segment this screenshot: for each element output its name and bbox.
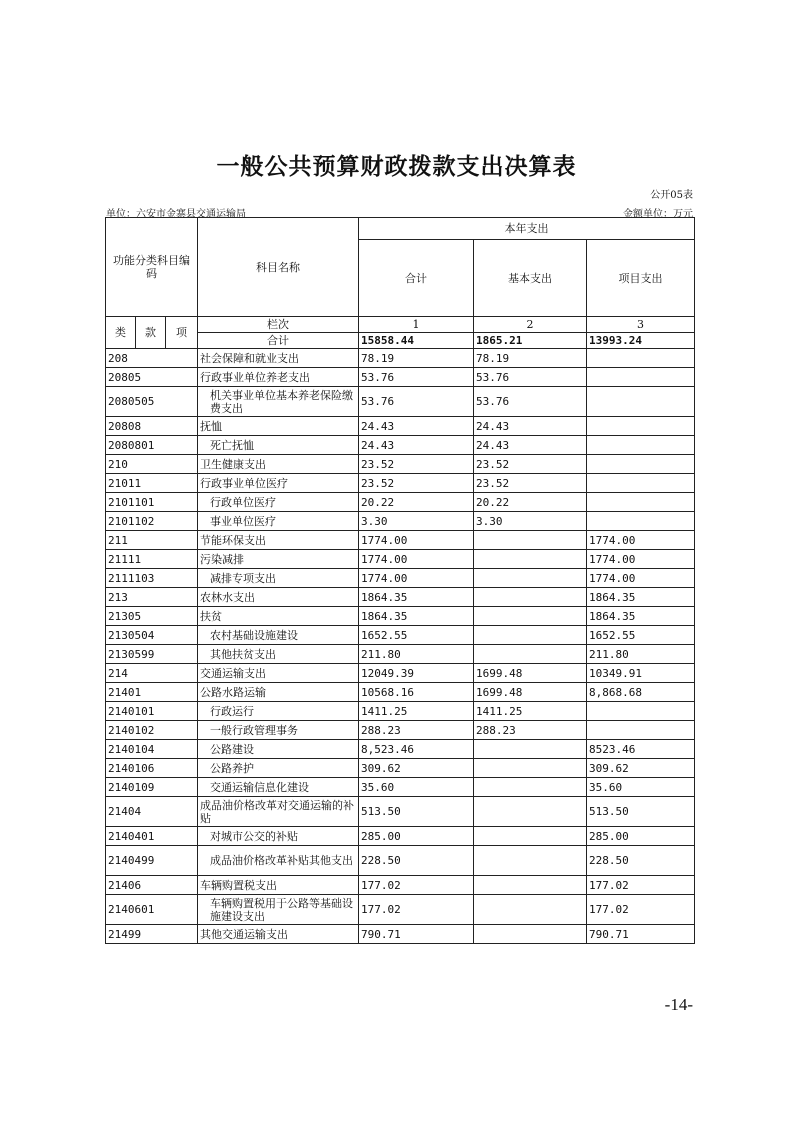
table-row <box>106 664 695 683</box>
table-row <box>106 702 695 721</box>
row-project <box>587 368 695 387</box>
row-project: 211.80 <box>587 645 695 664</box>
table-row <box>106 645 695 664</box>
row-project: 285.00 <box>587 827 695 846</box>
table-row <box>106 778 695 797</box>
row-basic <box>474 797 587 827</box>
row-code: 20805 <box>106 368 198 387</box>
row-code: 21011 <box>106 474 198 493</box>
row-basic <box>474 827 587 846</box>
table-row <box>106 846 695 876</box>
row-total: 309.62 <box>359 759 474 778</box>
row-project <box>587 493 695 512</box>
row-total: 10568.16 <box>359 683 474 702</box>
page-number: -14- <box>664 995 693 1014</box>
row-name: 其他交通运输支出 <box>198 925 359 944</box>
row-total: 23.52 <box>359 455 474 474</box>
row-total: 285.00 <box>359 827 474 846</box>
row-code: 208 <box>106 349 198 368</box>
row-basic <box>474 895 587 925</box>
row-code: 2140102 <box>106 721 198 740</box>
row-total: 78.19 <box>359 349 474 368</box>
row-code: 2140601 <box>106 895 198 925</box>
row-total: 35.60 <box>359 778 474 797</box>
item-header: 款 <box>136 317 166 349</box>
row-total: 20.22 <box>359 493 474 512</box>
row-total: 790.71 <box>359 925 474 944</box>
row-name: 抚恤 <box>198 417 359 436</box>
row-code: 21401 <box>106 683 198 702</box>
row-name: 对城市公交的补贴 <box>198 827 359 846</box>
row-basic <box>474 607 587 626</box>
table-row <box>106 683 695 702</box>
row-code: 21305 <box>106 607 198 626</box>
row-code: 214 <box>106 664 198 683</box>
row-basic: 24.43 <box>474 436 587 455</box>
table-row <box>106 368 695 387</box>
row-basic <box>474 876 587 895</box>
total-header: 合计 <box>359 240 474 317</box>
row-basic <box>474 925 587 944</box>
row-total: 1411.25 <box>359 702 474 721</box>
row-total: 8,523.46 <box>359 740 474 759</box>
row-basic: 1411.25 <box>474 702 587 721</box>
table-row <box>106 455 695 474</box>
row-name: 扶贫 <box>198 607 359 626</box>
row-code: 21406 <box>106 876 198 895</box>
row-project <box>587 387 695 417</box>
row-total: 3.30 <box>359 512 474 531</box>
row-name: 成品油价格改革补贴其他支出 <box>198 846 359 876</box>
table-row <box>106 607 695 626</box>
row-project: 228.50 <box>587 846 695 876</box>
row-project: 1774.00 <box>587 531 695 550</box>
row-name: 减排专项支出 <box>198 569 359 588</box>
row-name: 行政运行 <box>198 702 359 721</box>
row-project: 1864.35 <box>587 588 695 607</box>
row-project: 8,868.68 <box>587 683 695 702</box>
row-code: 20808 <box>106 417 198 436</box>
row-name: 农林水支出 <box>198 588 359 607</box>
project-header: 项目支出 <box>587 240 695 317</box>
table-row <box>106 531 695 550</box>
totals-basic: 1865.21 <box>474 333 587 349</box>
row-basic <box>474 626 587 645</box>
row-name: 事业单位医疗 <box>198 512 359 531</box>
row-total: 211.80 <box>359 645 474 664</box>
table-row <box>106 417 695 436</box>
row-code: 211 <box>106 531 198 550</box>
sub-header: 项 <box>166 317 198 349</box>
row-total: 1774.00 <box>359 569 474 588</box>
row-total: 53.76 <box>359 387 474 417</box>
totals-total: 15858.44 <box>359 333 474 349</box>
row-project: 1652.55 <box>587 626 695 645</box>
row-basic: 1699.48 <box>474 683 587 702</box>
row-code: 2140499 <box>106 846 198 876</box>
row-total: 1774.00 <box>359 531 474 550</box>
row-basic <box>474 778 587 797</box>
row-name: 节能环保支出 <box>198 531 359 550</box>
expenditure-table <box>105 217 695 944</box>
row-total: 177.02 <box>359 876 474 895</box>
row-project: 1864.35 <box>587 607 695 626</box>
money-unit-label: 金额单位：万元 <box>623 209 693 220</box>
row-name: 一般行政管理事务 <box>198 721 359 740</box>
row-basic: 1699.48 <box>474 664 587 683</box>
row-basic: 23.52 <box>474 455 587 474</box>
row-name: 污染减排 <box>198 550 359 569</box>
row-code: 2140104 <box>106 740 198 759</box>
totals-project: 13993.24 <box>587 333 695 349</box>
row-basic <box>474 569 587 588</box>
row-basic: 23.52 <box>474 474 587 493</box>
totals-label: 合计 <box>198 333 359 349</box>
row-basic <box>474 588 587 607</box>
row-name: 其他扶贫支出 <box>198 645 359 664</box>
row-code: 210 <box>106 455 198 474</box>
col-label: 栏次 <box>198 317 359 333</box>
row-total: 1864.35 <box>359 588 474 607</box>
row-name: 公路养护 <box>198 759 359 778</box>
row-code: 213 <box>106 588 198 607</box>
table-row <box>106 493 695 512</box>
table-row <box>106 797 695 827</box>
table-row <box>106 740 695 759</box>
row-code: 2111103 <box>106 569 198 588</box>
row-code: 2080505 <box>106 387 198 417</box>
row-name: 行政事业单位医疗 <box>198 474 359 493</box>
row-code: 2140109 <box>106 778 198 797</box>
row-project: 1774.00 <box>587 569 695 588</box>
row-code: 2101102 <box>106 512 198 531</box>
row-basic: 24.43 <box>474 417 587 436</box>
row-total: 228.50 <box>359 846 474 876</box>
row-basic <box>474 531 587 550</box>
row-basic: 20.22 <box>474 493 587 512</box>
row-basic <box>474 645 587 664</box>
unit-label: 单位：六安市金寨县交通运输局 <box>106 209 246 220</box>
row-name: 车辆购置税支出 <box>198 876 359 895</box>
table-row <box>106 827 695 846</box>
row-name: 行政事业单位养老支出 <box>198 368 359 387</box>
form-number: 公开05表 <box>650 190 693 201</box>
row-code: 2101101 <box>106 493 198 512</box>
row-name: 社会保障和就业支出 <box>198 349 359 368</box>
row-code: 21499 <box>106 925 198 944</box>
class-header: 类 <box>106 317 136 349</box>
row-name: 成品油价格改革对交通运输的补贴 <box>198 797 359 827</box>
table-row <box>106 895 695 925</box>
year-header: 本年支出 <box>359 218 695 240</box>
row-total: 12049.39 <box>359 664 474 683</box>
table-row <box>106 349 695 368</box>
table-row <box>106 626 695 645</box>
row-name: 卫生健康支出 <box>198 455 359 474</box>
row-project <box>587 702 695 721</box>
page-title: 一般公共预算财政拨款支出决算表 <box>216 154 577 180</box>
row-total: 23.52 <box>359 474 474 493</box>
table-row <box>106 436 695 455</box>
row-name: 公路水路运输 <box>198 683 359 702</box>
col-2: 2 <box>474 317 587 333</box>
row-project <box>587 512 695 531</box>
row-project: 790.71 <box>587 925 695 944</box>
row-project: 1774.00 <box>587 550 695 569</box>
table-row <box>106 721 695 740</box>
row-project <box>587 455 695 474</box>
row-project: 8523.46 <box>587 740 695 759</box>
table-row <box>106 569 695 588</box>
basic-header: 基本支出 <box>474 240 587 317</box>
row-name: 死亡抚恤 <box>198 436 359 455</box>
row-project: 309.62 <box>587 759 695 778</box>
row-name: 车辆购置税用于公路等基础设施建设支出 <box>198 895 359 925</box>
row-code: 2140401 <box>106 827 198 846</box>
row-basic <box>474 846 587 876</box>
row-project <box>587 436 695 455</box>
col-3: 3 <box>587 317 695 333</box>
table-row <box>106 876 695 895</box>
row-code: 21404 <box>106 797 198 827</box>
row-code: 2130504 <box>106 626 198 645</box>
table-row <box>106 512 695 531</box>
table-row <box>106 588 695 607</box>
row-basic: 53.76 <box>474 387 587 417</box>
table-row <box>106 387 695 417</box>
row-total: 1864.35 <box>359 607 474 626</box>
row-project: 177.02 <box>587 895 695 925</box>
row-project: 177.02 <box>587 876 695 895</box>
row-code: 21111 <box>106 550 198 569</box>
name-header: 科目名称 <box>198 218 359 317</box>
row-total: 288.23 <box>359 721 474 740</box>
row-basic: 3.30 <box>474 512 587 531</box>
row-code: 2140106 <box>106 759 198 778</box>
table-row <box>106 550 695 569</box>
row-project: 35.60 <box>587 778 695 797</box>
row-basic <box>474 740 587 759</box>
row-project <box>587 721 695 740</box>
row-total: 24.43 <box>359 436 474 455</box>
row-basic <box>474 550 587 569</box>
row-basic: 78.19 <box>474 349 587 368</box>
row-project: 10349.91 <box>587 664 695 683</box>
row-total: 24.43 <box>359 417 474 436</box>
row-name: 交通运输支出 <box>198 664 359 683</box>
row-name: 机关事业单位基本养老保险缴费支出 <box>198 387 359 417</box>
row-project: 513.50 <box>587 797 695 827</box>
row-project <box>587 417 695 436</box>
row-code: 2130599 <box>106 645 198 664</box>
row-name: 公路建设 <box>198 740 359 759</box>
table-row <box>106 925 695 944</box>
row-name: 农村基础设施建设 <box>198 626 359 645</box>
row-project <box>587 474 695 493</box>
row-total: 177.02 <box>359 895 474 925</box>
row-name: 交通运输信息化建设 <box>198 778 359 797</box>
row-project <box>587 349 695 368</box>
row-basic: 53.76 <box>474 368 587 387</box>
row-total: 1652.55 <box>359 626 474 645</box>
row-total: 1774.00 <box>359 550 474 569</box>
table-row <box>106 474 695 493</box>
row-name: 行政单位医疗 <box>198 493 359 512</box>
code-header: 功能分类科目编码 <box>106 218 198 317</box>
row-total: 53.76 <box>359 368 474 387</box>
row-basic: 288.23 <box>474 721 587 740</box>
col-1: 1 <box>359 317 474 333</box>
row-code: 2140101 <box>106 702 198 721</box>
row-basic <box>474 759 587 778</box>
row-total: 513.50 <box>359 797 474 827</box>
table-row <box>106 759 695 778</box>
row-code: 2080801 <box>106 436 198 455</box>
